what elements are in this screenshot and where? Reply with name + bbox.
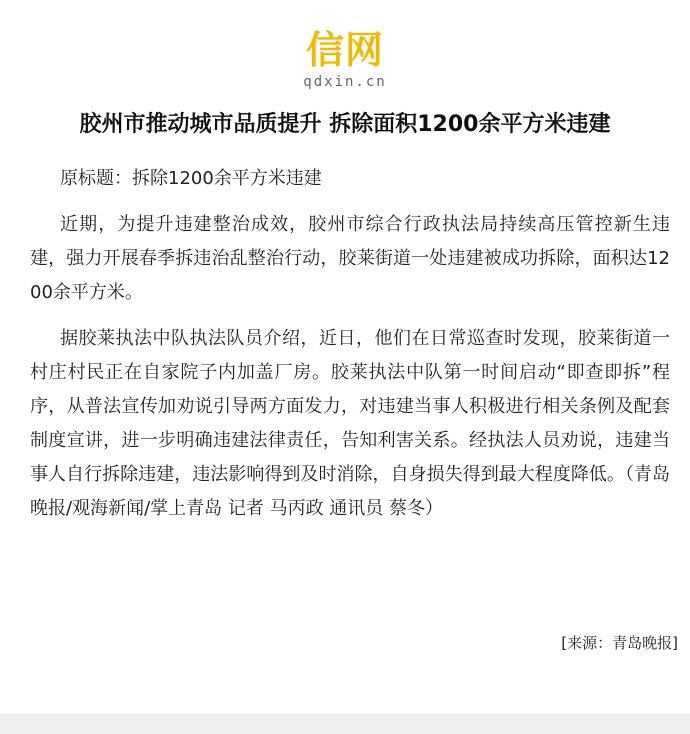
article-paragraph: 近期，为提升违建整治成效，胶州市综合行政执法局持续高压管控新生违建，强力开展春季拆违治乱整治行动，胶莱街道一处违建被成功拆除，面积达1200余平方米。	[30, 214, 670, 303]
article-paragraph: 据胶莱执法中队执法队员介绍，近日，他们在日常巡查时发现，胶莱街道一村庄村民正在自家院子内加盖厂房。胶莱执法中队第一时间启动“即查即拆”程序，从普法宣传加劝说引导两方面发力，对违建当事人积极进行相关条例及配套制度宣讲，进一步明确违建法律责任，告知利害关系。经执法人员劝说，违建当事人自行拆除违建，违法影响得到及时消除，自身损失得到最大程度降低。（青岛晚报/观海新闻/掌上青岛 记者 马丙政 通讯员 蔡冬）	[30, 328, 670, 519]
original-title: 原标题：拆除1200余平方米违建	[60, 168, 322, 189]
site-domain: qdxin.cn	[303, 74, 387, 90]
article-title: 胶州市推动城市品质提升 拆除面积1200余平方米违建	[79, 112, 611, 137]
article-source: [来源：青岛晚报]	[561, 634, 678, 652]
site-header	[0, 28, 690, 90]
article-body	[30, 162, 670, 538]
site-logo[interactable]: 信网	[305, 28, 384, 72]
footer-band	[0, 714, 690, 734]
